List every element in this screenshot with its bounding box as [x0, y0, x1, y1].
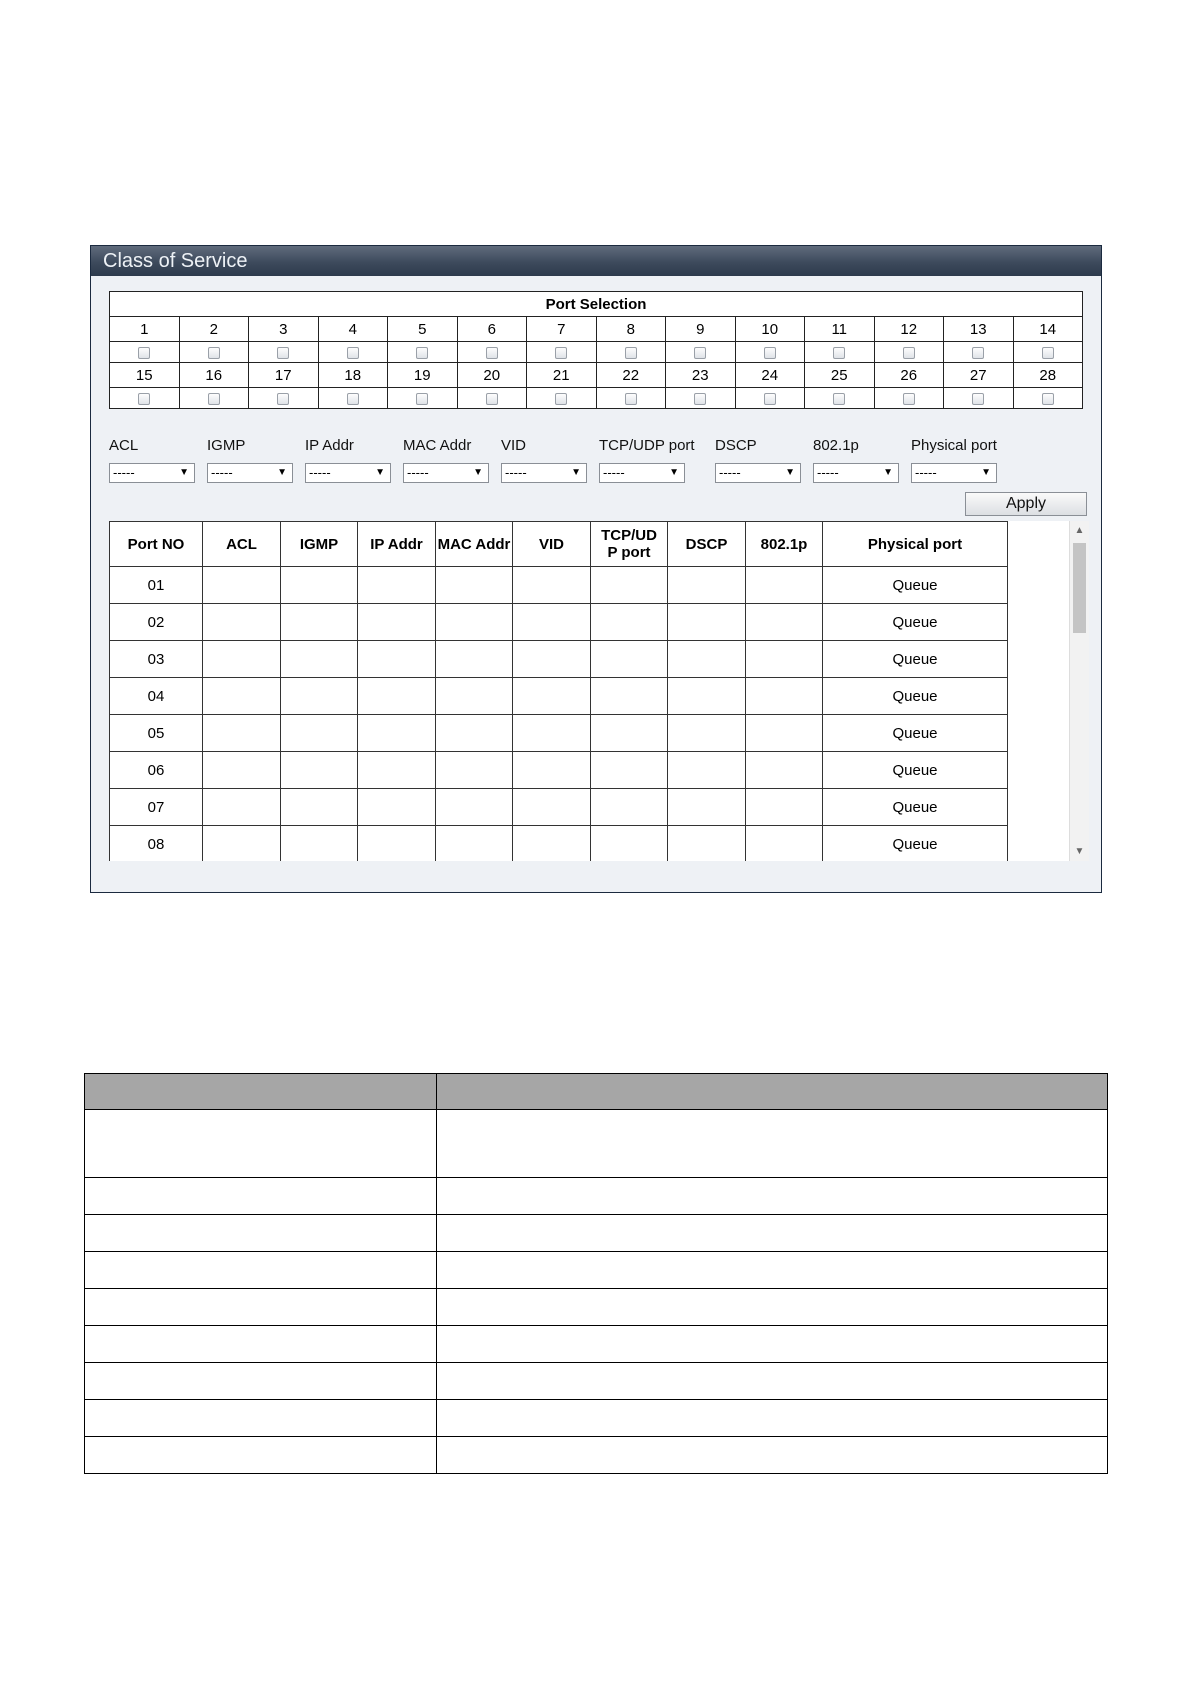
empty-cell: [668, 641, 746, 678]
filter-label: IGMP: [207, 437, 246, 454]
port-selection-header: Port Selection: [110, 292, 1083, 317]
empty-cell: [203, 567, 281, 604]
filter-label: ACL: [109, 437, 139, 454]
physical-port-cell: Queue: [823, 789, 1008, 826]
column-header: VID: [513, 522, 591, 567]
filter-select-value: -----: [113, 465, 135, 480]
filter-label: MAC Addr: [403, 437, 472, 454]
port-checkbox-20[interactable]: [486, 393, 498, 405]
empty-cell: [358, 567, 436, 604]
doc-cell: [437, 1363, 1108, 1400]
empty-cell: [668, 715, 746, 752]
empty-cell: [358, 826, 436, 862]
port-queue-table-container[interactable]: [109, 521, 1087, 861]
port-checkbox-cell: [1013, 342, 1083, 363]
empty-cell: [591, 826, 668, 862]
port-number-label: 22: [596, 363, 666, 388]
port-checkbox-2[interactable]: [208, 347, 220, 359]
doc-cell: [437, 1326, 1108, 1363]
port-checkbox-27[interactable]: [972, 393, 984, 405]
port-checkbox-10[interactable]: [764, 347, 776, 359]
port-checkbox-24[interactable]: [764, 393, 776, 405]
table-row: [110, 715, 1008, 752]
empty-cell: [513, 826, 591, 862]
physical-port-cell: Queue: [823, 826, 1008, 862]
port-checkbox-cell: [874, 388, 944, 409]
port-no-cell: 02: [110, 604, 203, 641]
dropdown-arrow-icon: ▼: [785, 467, 795, 478]
port-no-cell: 01: [110, 567, 203, 604]
empty-cell: [513, 789, 591, 826]
port-number-label: 8: [596, 317, 666, 342]
port-number-label: 12: [874, 317, 944, 342]
port-no-cell: 05: [110, 715, 203, 752]
empty-cell: [436, 641, 513, 678]
empty-cell: [203, 715, 281, 752]
port-number-label: 7: [527, 317, 597, 342]
empty-cell: [591, 678, 668, 715]
physical-port-cell: Queue: [823, 678, 1008, 715]
filter-select[interactable]: [715, 463, 801, 483]
port-number-label: 6: [457, 317, 527, 342]
empty-cell: [358, 715, 436, 752]
port-checkbox-cell: [318, 388, 388, 409]
empty-cell: [281, 678, 358, 715]
port-checkbox-cell: [805, 388, 875, 409]
port-checkbox-cell: [944, 342, 1014, 363]
empty-cell: [513, 678, 591, 715]
port-number-label: 20: [457, 363, 527, 388]
port-checkbox-cell: [110, 342, 180, 363]
filter-select-value: -----: [407, 465, 429, 480]
empty-cell: [513, 752, 591, 789]
column-header: DSCP: [668, 522, 746, 567]
port-checkbox-cell: [874, 342, 944, 363]
port-checkbox-cell: [944, 388, 1014, 409]
filter-select-value: -----: [719, 465, 741, 480]
port-checkbox-cell: [596, 342, 666, 363]
port-checkbox-cell: [318, 342, 388, 363]
port-checkbox-15[interactable]: [138, 393, 150, 405]
port-checkbox-17[interactable]: [277, 393, 289, 405]
port-checkbox-cell: [735, 342, 805, 363]
filter-select-value: -----: [603, 465, 625, 480]
table-row: [110, 641, 1008, 678]
doc-cell: [437, 1437, 1108, 1474]
doc-cell: [437, 1289, 1108, 1326]
empty-cell: [746, 641, 823, 678]
filter-select[interactable]: [403, 463, 489, 483]
doc-header-cell: [85, 1074, 437, 1110]
port-number-label: 18: [318, 363, 388, 388]
port-checkbox-cell: [666, 342, 736, 363]
empty-cell: [436, 752, 513, 789]
column-header: MAC Addr: [436, 522, 513, 567]
empty-cell: [668, 678, 746, 715]
port-checkbox-cell: [388, 342, 458, 363]
port-number-label: 16: [179, 363, 249, 388]
dropdown-arrow-icon: ▼: [473, 467, 483, 478]
table-row: [110, 752, 1008, 789]
dropdown-arrow-icon: ▼: [179, 467, 189, 478]
apply-button[interactable]: Apply: [965, 492, 1087, 516]
column-header: IP Addr: [358, 522, 436, 567]
filter-select[interactable]: [599, 463, 685, 483]
port-checkbox-6[interactable]: [486, 347, 498, 359]
empty-cell: [203, 641, 281, 678]
filter-select[interactable]: [109, 463, 195, 483]
filter-label: 802.1p: [813, 437, 859, 454]
table-row: [110, 604, 1008, 641]
empty-cell: [436, 567, 513, 604]
port-number-label: 23: [666, 363, 736, 388]
port-checkbox-cell: [596, 388, 666, 409]
empty-cell: [203, 789, 281, 826]
port-checkbox-4[interactable]: [347, 347, 359, 359]
port-number-label: 19: [388, 363, 458, 388]
port-checkbox-28[interactable]: [1042, 393, 1054, 405]
filter-select[interactable]: [207, 463, 293, 483]
table-row: [110, 826, 1008, 862]
empty-cell: [281, 604, 358, 641]
dropdown-arrow-icon: ▼: [981, 467, 991, 478]
port-number-label: 26: [874, 363, 944, 388]
port-queue-table: [109, 521, 1008, 861]
port-checkbox-19[interactable]: [416, 393, 428, 405]
filter-group: [305, 436, 385, 480]
filter-select[interactable]: [813, 463, 899, 483]
filter-group: [207, 436, 287, 480]
port-checkbox-cell: [666, 388, 736, 409]
port-checkbox-12[interactable]: [903, 347, 915, 359]
empty-cell: [436, 789, 513, 826]
doc-cell: [85, 1326, 437, 1363]
class-of-service-panel: [90, 245, 1102, 893]
port-number-label: 17: [249, 363, 319, 388]
port-checkbox-cell: [457, 388, 527, 409]
doc-cell: [85, 1110, 437, 1178]
empty-cell: [591, 604, 668, 641]
doc-header-cell: [437, 1074, 1108, 1110]
physical-port-cell: Queue: [823, 752, 1008, 789]
empty-cell: [358, 752, 436, 789]
empty-cell: [746, 678, 823, 715]
port-number-label: 15: [110, 363, 180, 388]
doc-cell: [437, 1252, 1108, 1289]
port-no-cell: 06: [110, 752, 203, 789]
physical-port-cell: Queue: [823, 604, 1008, 641]
port-checkbox-5[interactable]: [416, 347, 428, 359]
filter-label: TCP/UDP port: [599, 437, 695, 454]
scrollbar-thumb[interactable]: [1073, 543, 1086, 633]
physical-port-cell: Queue: [823, 641, 1008, 678]
port-number-label: 24: [735, 363, 805, 388]
empty-cell: [668, 826, 746, 862]
filter-select-value: -----: [211, 465, 233, 480]
empty-cell: [436, 826, 513, 862]
port-checkbox-9[interactable]: [694, 347, 706, 359]
column-header: Port NO: [110, 522, 203, 567]
port-checkbox-cell: [1013, 388, 1083, 409]
empty-cell: [513, 604, 591, 641]
port-number-label: 2: [179, 317, 249, 342]
column-header: Physical port: [823, 522, 1008, 567]
port-number-label: 1: [110, 317, 180, 342]
empty-cell: [746, 604, 823, 641]
filter-label: IP Addr: [305, 437, 354, 454]
empty-cell: [436, 678, 513, 715]
empty-cell: [358, 641, 436, 678]
empty-cell: [668, 789, 746, 826]
port-number-label: 9: [666, 317, 736, 342]
empty-cell: [513, 641, 591, 678]
column-header: 802.1p: [746, 522, 823, 567]
port-checkbox-16[interactable]: [208, 393, 220, 405]
panel-title: Class of Service: [91, 246, 1101, 276]
doc-cell: [85, 1437, 437, 1474]
doc-cell: [85, 1363, 437, 1400]
port-checkbox-13[interactable]: [972, 347, 984, 359]
empty-cell: [203, 678, 281, 715]
scroll-up-icon[interactable]: ▲: [1074, 525, 1085, 536]
empty-cell: [358, 678, 436, 715]
empty-cell: [358, 604, 436, 641]
doc-cell: [85, 1178, 437, 1215]
port-checkbox-cell: [249, 342, 319, 363]
empty-cell: [281, 789, 358, 826]
filter-select[interactable]: [305, 463, 391, 483]
port-number-label: 10: [735, 317, 805, 342]
doc-cell: [85, 1215, 437, 1252]
port-number-label: 21: [527, 363, 597, 388]
port-checkbox-21[interactable]: [555, 393, 567, 405]
column-header: IGMP: [281, 522, 358, 567]
empty-cell: [746, 752, 823, 789]
port-no-cell: 08: [110, 826, 203, 862]
port-checkbox-cell: [527, 388, 597, 409]
column-header: TCP/UDP port: [591, 522, 668, 567]
doc-cell: [437, 1178, 1108, 1215]
port-number-label: 13: [944, 317, 1014, 342]
port-checkbox-11[interactable]: [833, 347, 845, 359]
filter-select-value: -----: [309, 465, 331, 480]
empty-cell: [746, 826, 823, 862]
doc-cell: [85, 1289, 437, 1326]
port-checkbox-cell: [527, 342, 597, 363]
port-number-label: 25: [805, 363, 875, 388]
port-number-label: 14: [1013, 317, 1083, 342]
filter-bar: [109, 436, 1089, 486]
empty-cell: [281, 567, 358, 604]
port-number-label: 4: [318, 317, 388, 342]
filter-group: [813, 436, 893, 480]
filter-select-value: -----: [505, 465, 527, 480]
port-number-label: 5: [388, 317, 458, 342]
port-checkbox-cell: [457, 342, 527, 363]
table-row: [110, 567, 1008, 604]
port-checkbox-cell: [735, 388, 805, 409]
column-header: ACL: [203, 522, 281, 567]
port-checkbox-23[interactable]: [694, 393, 706, 405]
port-checkbox-26[interactable]: [903, 393, 915, 405]
empty-cell: [281, 715, 358, 752]
dropdown-arrow-icon: ▼: [571, 467, 581, 478]
filter-label: Physical port: [911, 437, 997, 454]
port-number-label: 11: [805, 317, 875, 342]
table-scrollbar[interactable]: [1069, 521, 1089, 861]
doc-cell: [85, 1252, 437, 1289]
filter-group: [403, 436, 483, 480]
empty-cell: [591, 715, 668, 752]
physical-port-cell: Queue: [823, 715, 1008, 752]
filter-label: DSCP: [715, 437, 757, 454]
filter-select[interactable]: [911, 463, 997, 483]
port-checkbox-22[interactable]: [625, 393, 637, 405]
doc-cell: [437, 1400, 1108, 1437]
empty-cell: [358, 789, 436, 826]
filter-group: [715, 436, 795, 480]
port-checkbox-cell: [249, 388, 319, 409]
empty-cell: [668, 604, 746, 641]
port-checkbox-25[interactable]: [833, 393, 845, 405]
scroll-down-icon[interactable]: ▼: [1074, 846, 1085, 857]
empty-cell: [591, 752, 668, 789]
filter-select-value: -----: [915, 465, 937, 480]
port-no-cell: 03: [110, 641, 203, 678]
filter-group: [501, 436, 581, 480]
table-row: [110, 678, 1008, 715]
port-checkbox-3[interactable]: [277, 347, 289, 359]
doc-cell: [437, 1110, 1108, 1178]
filter-label: VID: [501, 437, 527, 454]
empty-cell: [591, 789, 668, 826]
empty-cell: [668, 567, 746, 604]
dropdown-arrow-icon: ▼: [277, 467, 287, 478]
port-checkbox-cell: [805, 342, 875, 363]
empty-cell: [281, 826, 358, 862]
port-checkbox-cell: [110, 388, 180, 409]
empty-cell: [281, 641, 358, 678]
port-checkbox-cell: [179, 388, 249, 409]
dropdown-arrow-icon: ▼: [669, 467, 679, 478]
port-no-cell: 07: [110, 789, 203, 826]
empty-cell: [746, 715, 823, 752]
port-checkbox-7[interactable]: [555, 347, 567, 359]
doc-cell: [437, 1215, 1108, 1252]
empty-cell: [281, 752, 358, 789]
doc-cell: [85, 1400, 437, 1437]
filter-group: [911, 436, 997, 480]
port-checkbox-18[interactable]: [347, 393, 359, 405]
port-number-label: 28: [1013, 363, 1083, 388]
empty-cell: [746, 567, 823, 604]
port-checkbox-14[interactable]: [1042, 347, 1054, 359]
port-checkbox-cell: [388, 388, 458, 409]
port-checkbox-8[interactable]: [625, 347, 637, 359]
filter-group: [599, 436, 695, 480]
empty-cell: [436, 715, 513, 752]
port-selection-table: [109, 291, 1083, 409]
filter-select-value: -----: [817, 465, 839, 480]
empty-cell: [513, 567, 591, 604]
port-number-label: 27: [944, 363, 1014, 388]
empty-cell: [668, 752, 746, 789]
port-checkbox-1[interactable]: [138, 347, 150, 359]
dropdown-arrow-icon: ▼: [883, 467, 893, 478]
port-no-cell: 04: [110, 678, 203, 715]
empty-cell: [591, 567, 668, 604]
empty-cell: [203, 826, 281, 862]
empty-cell: [436, 604, 513, 641]
port-number-label: 3: [249, 317, 319, 342]
table-row: [110, 789, 1008, 826]
dropdown-arrow-icon: ▼: [375, 467, 385, 478]
filter-select[interactable]: [501, 463, 587, 483]
empty-cell: [591, 641, 668, 678]
port-checkbox-cell: [179, 342, 249, 363]
empty-cell: [746, 789, 823, 826]
empty-cell: [203, 752, 281, 789]
physical-port-cell: Queue: [823, 567, 1008, 604]
empty-cell: [203, 604, 281, 641]
parameter-description-table: [84, 1073, 1108, 1474]
filter-group: [109, 436, 189, 480]
empty-cell: [513, 715, 591, 752]
